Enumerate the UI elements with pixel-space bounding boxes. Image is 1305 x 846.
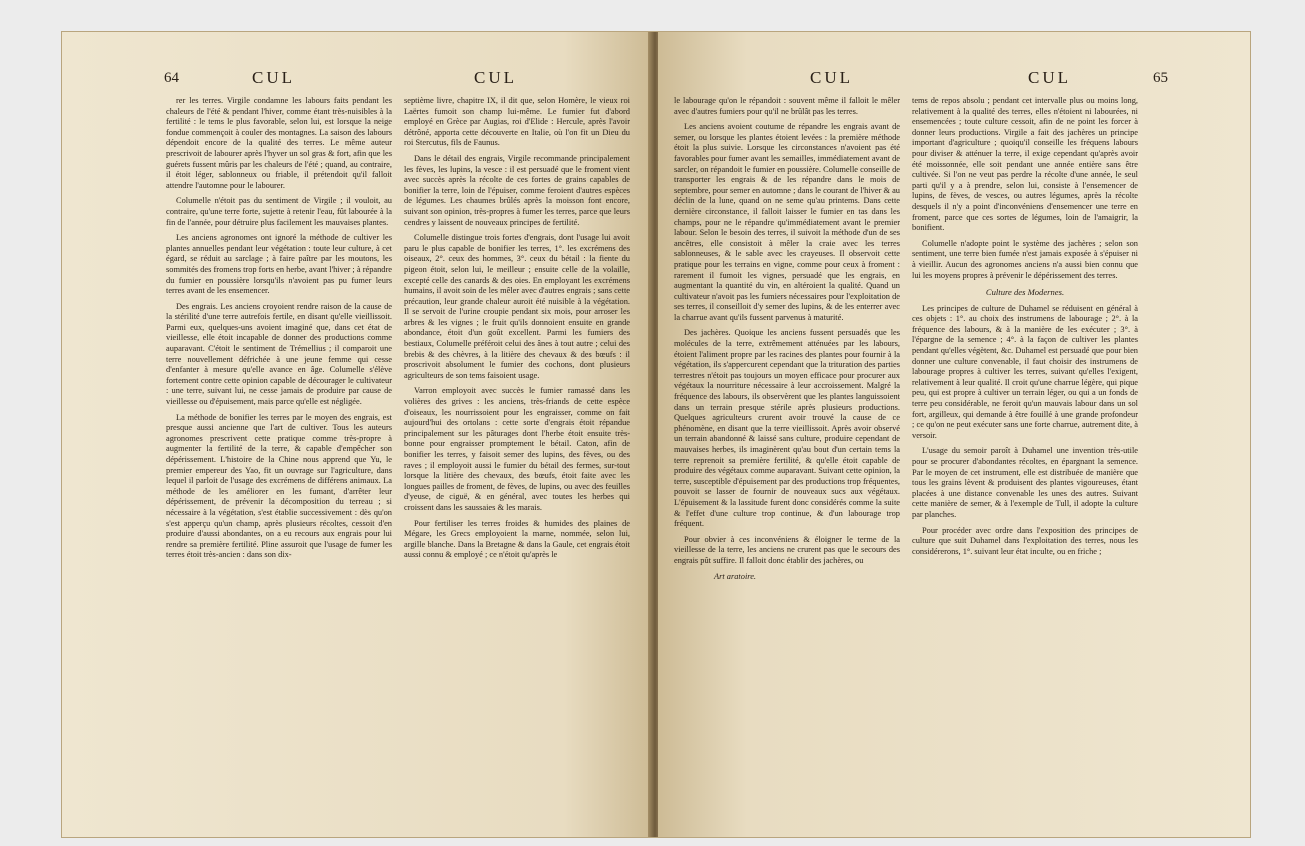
right-page [658,32,1250,837]
paragraph: L'usage du semoir paroît à Duhamel une invention très-utile pour se procurer d'abondantes récoltes, en épargnant la semence. Par le moyen de cet instrument, elle est distribuée de manière que tous les grains lèvent & produisent des plantes vigoureuses, étant placées à une distance convenable les unes des autres. Suivant cette manière de semer, & à l'exemple de Tull, il adopte la culture par planches. [912,446,1138,519]
running-head: CUL [474,68,517,87]
text-column [404,96,630,826]
running-head: CUL [1028,68,1071,87]
paragraph: Pour obvier à ces inconvéniens & éloigner le terme de la vieillesse de la terre, les anciens ne crurent pas que le secours des engrais pût suffire. Il falloit donc établir des jachères, ou [674,534,900,565]
text-column [166,96,392,826]
right-page-header [658,68,1250,92]
catchword: Art aratoire. [714,571,757,581]
paragraph: rer les terres. Virgile condamne les labours faits pendant les chaleurs de l'été & pendant l'hiver, comme étant très-nuisibles à la fertilité : le tems le plus favorable, selon lui, est lorsque la neige fondue commençoit à couler des montagnes. La saison des labours dépendoit encore de la qualité des terres. Le même auteur prescrivoit de labourer après l'hyver un sol gras & fort, afin que les guérets fussent mûris par les chaleurs de l'été ; quand, au contraire, il étoit léger, sablonneux ou friable, il prétendoit qu'il falloit attendre l'automne pour le labourer. [166,96,392,190]
page-number: 64 [164,70,179,86]
paragraph: septième livre, chapitre IX, il dit que, selon Homère, le vieux roi Laërtes fumoit son champ lui-même. Le fumier fut d'abord employé en Grèce par Augias, roi d'Elide : Hercule, après l'avoir détrôné, apporta cette découverte en Italie, où l'on fit un Dieu du roi Stercutus, fils de Faunus. [404,96,630,148]
paragraph: Des jachères. Quoique les anciens fussent persuadés que les molécules de la terre, extrêmement atténuées par les labours, étoient l'aliment propre par les racines des plantes pour fournir à la végétation, ils s'appercurent cependant que la trituration des parties terrestres n'étoit pas toujours un moyen efficace pour procurer aux végétaux la nourriture nécessaire à leur accroissement. Malgré la fréquence des labours, ils observèrent que les plantes languissoient dans un terrain presque stérile après plusieurs productions. Quelques agriculteurs crurent avoir trouvé la cause de ce phénomène, en disant que la terre vieillissoit. Après avoir observé un terrain abandonné & laissé sans culture, produire cependant de mauvaises herbes, ils imaginèrent qu'au bout d'un certain tems la terre reprenoit sa première fertilité, & qu'elle étoit capable de produire des végétaux comme auparavant. Suivant cette opinion, la terre, susceptible d'épuisement par des productions trop fréquentes, pouvoit se lasser de fournir de nouveaux sucs aux végétaux. L'épuisement & la lassitude furent donc considérés comme la suite & l'effet d'une culture trop continue, & d'un labourage trop fréquent. [674,328,900,529]
paragraph: Les principes de culture de Duhamel se réduisent en général à ces objets : 1°. au choix des instrumens de labourage ; 2°. à la fréquence des labours, & à la manière de les exécuter ; 3°. à l'épargne de la semence ; 4°. à la façon de cultiver les plantes pendant qu'elles végètent, &c. Duhamel est persuadé que pour bien donner une culture convenable, il faut choisir des instrumens de labourage propres à cultiver les terres, suivant qu'elles l'exigent, relativement à leur qualité. Il croit qu'une charrue légère, qui pique peu, qui est propre à cultiver un terrain léger, ou qui a un fonds de terre peu considérable, ne feroit qu'un mauvais labour dans un sol fort, argilleux, qui demande à être fouillé à une grande profondeur ; ce qu'on ne peut exécuter sans une forte charrue, autrement dite, à versoir. [912,303,1138,440]
paragraph: Pour procéder avec ordre dans l'exposition des principes de culture que suit Duhamel dans l'exploitation des terres, nous les considérerons, 1°. suivant leur état inculte, ou en friche ; [912,525,1138,556]
paragraph: Les anciens avoient coutume de répandre les engrais avant de semer, ou lorsque les plantes étoient levées : la première méthode étoit la plus suivie. Lorsque les circonstances n'avoient pas été favorables pour fumer avant les semailles, immédiatement avant de sarcler, on répandoit le fumier en poussière. Columelle conseille de transporter les engrais & de les répandre dans le mois de septembre, pour semer en automne ; dans le courant de l'hiver & au déclin de la lune, quand on ne seme qu'au printems. Dans cette dernière circonstance, il falloit laisser le fumier en tas dans les champs, pour ne le répandre qu'immédiatement avant le premier labour. Selon le besoin des terres, il suivoit la méthode d'un de ses ancêtres, elle consistoit à mêler la craie avec les terres sablonneuses, & le sable avec les crayeuses. Il observoit cette pratique pour les terrains en vigne, comme pour ceux à froment : rarement il fumoit les vignes, persuadé que les engrais, en augmentant la quantité du vin, en altéroient la qualité. Quand un cultivateur n'avoit pas les fumiers nécessaires pour l'exploitation de ses terres, il conseilloit d'y semer des lupins, & de les enterrer avec la charrue avant qu'ils fussent parvenus à maturité. [674,122,900,322]
paragraph: Les anciens agronomes ont ignoré la méthode de cultiver les plantes annuelles pendant leur végétation : toute leur culture, à cet égard, se réduit au sarclage ; à faire paître par les moutons, les sommités des fromens trop forts en herbe, avant l'hiver ; à répandre du fumier en poussière lorsqu'ils n'avoient pas pu fumer leurs terres avant de les ensemencer. [166,233,392,296]
page-number: 65 [1153,70,1168,86]
text-column [674,96,900,826]
paragraph: La méthode de bonifier les terres par le moyen des engrais, est presque aussi ancienne que l'art de cultiver. Tous les auteurs agronomes prescrivent cette pratique comme très-propre à augmenter la fertilité de la terre, & capable d'empêcher son dépérissement. L'histoire de la Chine nous apprend que Yu, le premier empereur des Yao, fit un ouvrage sur l'agriculture, dans lequel il parloit de l'usage des excrémens de différens animaux. La méthode de les améliorer en les fumant, d'arrêter leur dépérissement, de prévenir la décomposition du terreau ; si nécessaire à la végétation, s'est établie successivement : dès qu'on s'est apperçu qu'un champ, après plusieurs récoltes, cessoit d'en produire d'aussi abondantes, on a eu recours aux engrais pour lui rendre sa première fertilité. Pline assuroit que l'usage de fumer les terres étoit très-ancien : dans son dix- [166,412,392,560]
paragraph: tems de repos absolu ; pendant cet intervalle plus ou moins long, relativement à la qualité des terres, elles n'étoient ni labourées, ni ensemencées ; toute culture cessoit, afin de ne point les forcer à donner leurs productions. Virgile a fait des jachères un principe important d'agriculture ; quoiqu'il conseille les fréquens labours pour diviser & atténuer la terre, il exige cependant qu'après avoir été moissonnée, elle soit pendant une année entière sans être cultivée. Si l'on ne veut pas perdre la récolte d'une année, le seul parti qu'il y a à prendre, selon lui, consiste à l'ensemencer de lupins, de fèves, de vesces, ou autres légumes, après la récolte desquels il n'y a point d'inconvéniens d'ensemencer une terre en froment, parce que ces sortes de légumes, loin de l'amaigrir, la bonifient. [912,96,1138,233]
running-head: CUL [252,68,295,87]
paragraph: Pour fertiliser les terres froides & humides des plaines de Mégare, les Grecs employoient la marne, nommée, selon lui, argille blanche. Dans la Bretagne & dans la Gaule, cet engrais étoit aussi connu & employé ; ce n'étoit qu'après le [404,518,630,560]
left-page [62,32,652,837]
paragraph: Columelle distingue trois fortes d'engrais, dont l'usage lui avoit paru le plus capable de bonifier les terres, 1°. les excrémens des oiseaux, 2°. ceux des hommes, 3°. ceux du bétail : la fiente du pigeon étoit, selon lui, le meilleur ; ensuite celle de la volaille, excepté celle des canards & des oies. En employant les excrémens humains, il avoit soin de les mêler avec d'autres engrais ; sans cette précaution, leur grande chaleur auroit été nuisible à la végétation. Il se servoit de l'urine croupie pendant six mois, pour arroser les arbres & les vignes ; le fruit qu'ils donnoient ensuite en grande abondance, étoit d'un goût excellent. Parmi les fumiers des bestiaux, Columelle préféroit celui des ânes à tout autre ; celui des brebis & des chèvres, à la litière des chevaux & des bœufs : il proscrivoit absolument le fumier des cochons, dont plusieurs agriculteurs de son tems faisoient usage. [404,233,630,380]
open-book [62,32,1250,837]
left-page-header [62,68,652,92]
paragraph: Columelle n'étoit pas du sentiment de Virgile ; il vouloit, au contraire, qu'une terre forte, sujette à retenir l'eau, fût labourée à la fin de l'année, pour détruire plus facilement les mauvaises plantes. [166,196,392,227]
paragraph: Dans le détail des engrais, Virgile recommande principalement les fèves, les lupins, la vesce : il est persuadé que le froment vient avec succès après la récolte de ces fortes de grains capables de bonifier la terre, loin de l'épuiser, comme feroient d'autres espèces de légumes. Les chaumes brûlés après la moisson font encore, suivant son opinion, très-propres à fumer les terres, parce que leurs cendres y laissent de nouveaux principes de fertilité. [404,153,630,227]
paragraph: le labourage qu'on le répandoit : souvent même il falloit le mêler avec d'autres fumiers pour qu'il ne brûlât pas les terres. [674,96,900,116]
text-column [912,96,1138,826]
paragraph: Des engrais. Les anciens croyoient rendre raison de la cause de la stérilité d'une terre autrefois fertile, en disant qu'elle vieillissoit. Parmi eux, quelques-uns avoient imaginé que, dans cet état de vieillesse, elle étoit incapable de donner des productions comme auparavant. C'étoit le sentiment de Trémellius ; il comparoit une terre nouvellement défrichée à une jeune femme qui cesse d'enfanter à mesure qu'elle avance en âge. Columelle s'élève fortement contre cette opinion capable de décourager le cultivateur : une terre, suivant lui, ne cesse jamais de produire par cause de vieillesse ou d'épuisement, mais parce qu'elle est négligée. [166,301,392,407]
paragraph: Columelle n'adopte point le système des jachères ; selon son sentiment, une terre bien fumée n'est jamais exposée à s'épuiser ni à vieillir. Aucun des agronomes anciens n'a aussi bien connu que lui les moyens propres à prévenir le dépérissement des terres. [912,238,1138,280]
paragraph: Varron employoit avec succès le fumier ramassé dans les volières des grives : les anciens, très-friands de cette espèce d'oiseaux, les nourrissoient pour les engraisser, comme on fait aujourd'hui des ortolans : cette sorte d'engrais étoit répandue principalement sur les pâturages dont l'herbe étoit ensuite très-bonne pour engraisser promptement le bétail. Caton, afin de bonifier les terres, y faisoit semer des lupins, des fèves, ou des raves ; il employoit aussi le fumier du bétail des fermes, sur-tout lorsque la litière des chevaux, des bœufs, étoit faite avec les longues pailles de froment, de fèves, de lupins, ou avec des feuilles d'yeuse, de ciguë, & en général, avec toutes les herbes qui croissent dans les saussaies & les marais. [404,386,630,512]
running-head: CUL [810,68,853,87]
section-heading: Culture des Modernes. [985,287,1065,298]
